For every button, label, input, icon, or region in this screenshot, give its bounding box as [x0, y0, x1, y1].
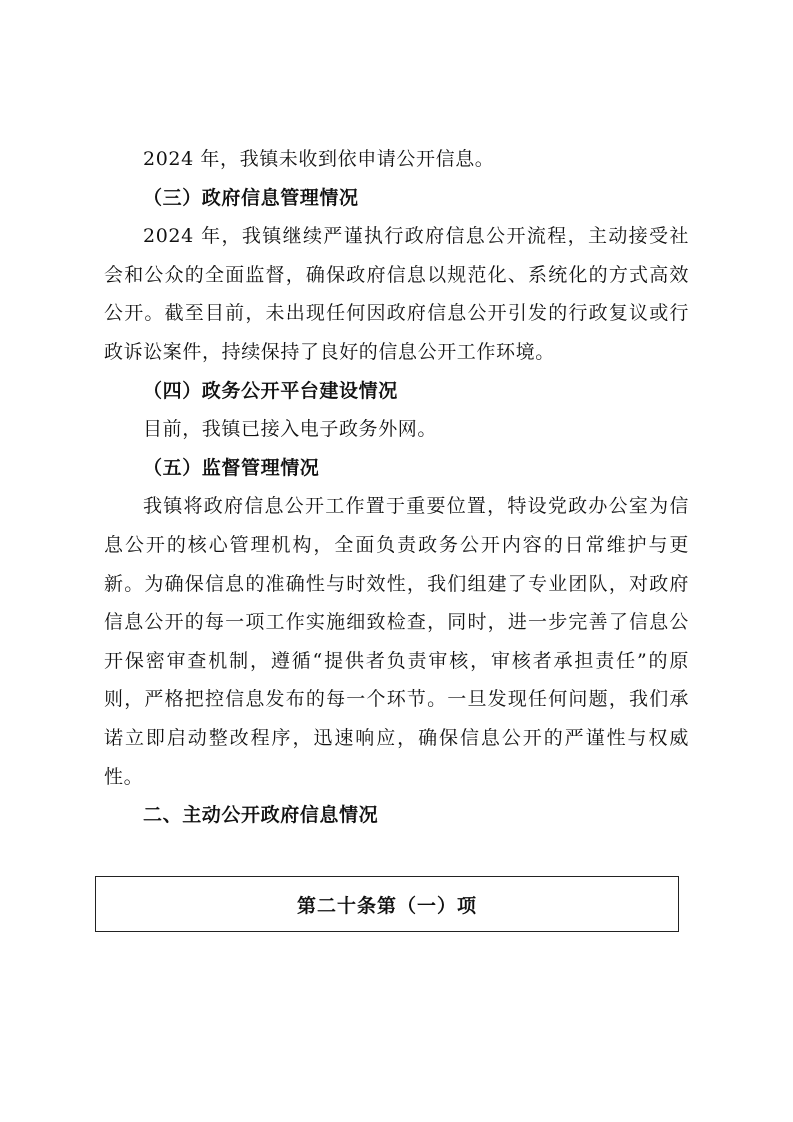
- paragraph-info-management: 2024 年，我镇继续严谨执行政府信息公开流程，主动接受社会和公众的全面监督，确保政府信息以规范化、系统化的方式高效公开。截至目前，未出现任何因政府信息公开引发的行政复议或行政诉讼案件，持续保持了良好的信息公开工作环境。: [104, 225, 689, 363]
- table-title: 第二十条第（一）项: [296, 894, 477, 917]
- document-body: [104, 140, 689, 835]
- heading-supervision-management: （五）监督管理情况: [143, 456, 320, 479]
- section-heading-active-disclosure: 二、主动公开政府信息情况: [143, 804, 379, 827]
- paragraph-platform-construction: 目前，我镇已接入电子政务外网。: [143, 418, 438, 441]
- heading-platform-construction: （四）政务公开平台建设情况: [143, 379, 398, 402]
- paragraph-supervision-management: 我镇将政府信息公开工作置于重要位置，特设党政办公室为信息公开的核心管理机构，全面负责政务公开内容的日常维护与更新。为确保信息的准确性与时效性，我们组建了专业团队，对政府信息公开的每一项工作实施细致检查，同时，进一步完善了信息公开保密审查机制，遵循“提供者负责审核，审核者承担责任”的原则，严格把控信息发布的每一个环节。一旦发现任何问题，我们承诺立即启动整改程序，迅速响应，确保信息公开的严谨性与权威性。: [104, 495, 689, 788]
- heading-info-management: （三）政府信息管理情况: [143, 186, 359, 209]
- table-header-box: [95, 876, 679, 932]
- paragraph-request-disclosure: 2024 年，我镇未收到依申请公开信息。: [143, 148, 495, 170]
